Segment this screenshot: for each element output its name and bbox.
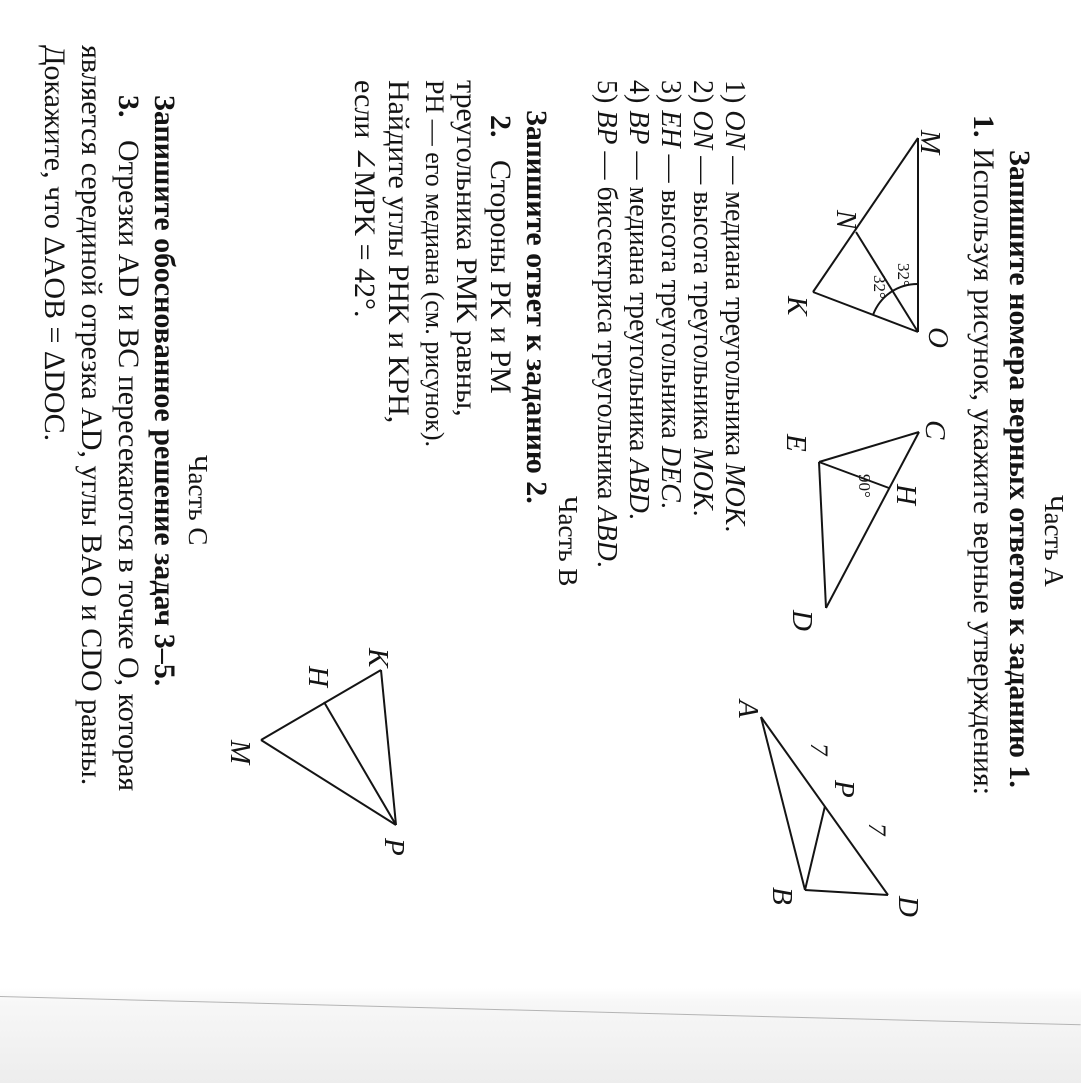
label-o: O — [922, 327, 954, 348]
option-subject: ON — [687, 110, 718, 150]
angle-label-1: 32° — [894, 263, 913, 287]
part-a-title: Часть А — [1039, 495, 1069, 587]
length-mark-1: 7 — [805, 743, 832, 756]
label-k: K — [781, 296, 813, 316]
option-object: DEC — [655, 445, 686, 502]
option-subject: BP — [591, 110, 622, 145]
label-a: A — [732, 700, 764, 718]
option-object: MOK — [687, 447, 718, 510]
option-end: . — [655, 501, 686, 509]
label-d-fig3: D — [892, 896, 924, 917]
task1-number: 1. — [967, 115, 1000, 138]
option-number: 3) — [655, 80, 686, 104]
option-object: ABD — [623, 458, 654, 513]
part-a-heading: Запишите номера верных ответов к заданию 1. — [1003, 150, 1036, 788]
option-number: 4) — [623, 80, 654, 104]
task1-text: Используя рисунок, укажите верные утверждения: — [967, 148, 1000, 796]
option-text: — высота треугольника — [655, 147, 686, 446]
task2-line4: Найдите углы PHK и KPH, — [382, 80, 415, 424]
option-end: . — [719, 525, 750, 533]
option-subject: BP — [623, 110, 654, 145]
segment-mp — [261, 740, 396, 825]
task2-line2: треугольника PMK равны, — [450, 80, 483, 417]
part-b-title: Часть В — [553, 496, 583, 587]
option-number: 1) — [719, 80, 750, 104]
label-m-fig4: M — [224, 740, 256, 765]
option-text: — биссектриса треугольника — [591, 144, 622, 507]
length-mark-2: 7 — [863, 823, 890, 836]
label-p-fig4: P — [378, 838, 410, 856]
option-number: 5) — [591, 80, 622, 104]
task3-line2: является серединой отрезка AD, углы BAO и CDO равны. — [75, 45, 108, 786]
option-number: 2) — [687, 80, 718, 104]
task2-number: 2. — [484, 115, 517, 138]
task3-line3: Докажите, что ΔAOB = ΔDOC. — [38, 45, 71, 442]
option-end: . — [623, 512, 654, 520]
option-object: ABD — [591, 506, 622, 561]
task3-number: 3. — [112, 95, 145, 118]
option-object: MOK — [719, 463, 750, 526]
option-subject: ON — [719, 110, 750, 150]
part-c-title: Часть С — [183, 455, 213, 546]
task2-line5: если ∠MPK = 42°. — [348, 80, 381, 318]
angle-label-2: 32° — [870, 275, 889, 299]
label-n: N — [830, 210, 862, 230]
label-k-fig4: K — [362, 648, 394, 668]
option-text: — медиана треугольника — [719, 149, 750, 464]
part-c-heading: Запишите обоснованное решение задач 3–5. — [148, 95, 181, 687]
option-subject: EH — [655, 110, 686, 148]
label-b: B — [766, 887, 798, 905]
label-h-fig4: H — [302, 666, 334, 687]
option-end: . — [687, 509, 718, 517]
task2-line3: PH — его медиана (см. рисунок). — [420, 80, 449, 448]
right-angle-label: 90° — [855, 474, 874, 498]
option-text: — медиана треугольника — [623, 144, 654, 459]
option-text: — высота треугольника — [687, 149, 718, 448]
label-h: H — [890, 484, 922, 505]
label-c: C — [919, 420, 951, 440]
task2-line1: Стороны PK и PM — [484, 160, 517, 394]
part-b-heading: Запишите ответ к заданию 2. — [520, 110, 553, 504]
label-m: M — [914, 130, 946, 155]
label-e: E — [780, 434, 812, 452]
option-end: . — [591, 560, 622, 568]
task3-line1: Отрезки AD и BC пересекаются в точке O, которая — [112, 140, 145, 792]
label-p: P — [828, 780, 860, 798]
label-d: D — [786, 610, 818, 631]
